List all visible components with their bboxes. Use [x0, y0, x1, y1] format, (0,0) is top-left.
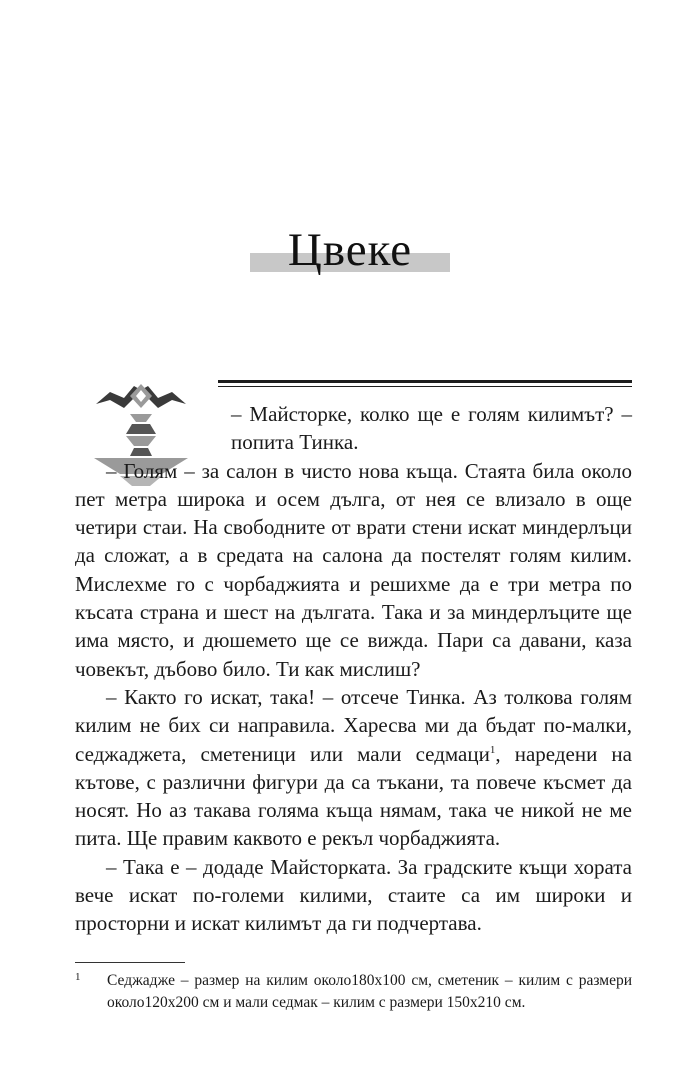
footnote-mark: 1: [75, 971, 81, 983]
footnote: [75, 966, 632, 1014]
paragraph-part: , наредени на кътове, с различни фигури да са тъкани, та повече късмет да носят. Но аз такава голяма къща нямам, така че никой не ме пита. Ще правим каквото е рекъл чорбаджията.: [75, 741, 632, 851]
double-rule-thin: [218, 386, 632, 387]
paragraph-part: – Както го искат, така! – отсече Тинка. Аз толкова голям килим не бих си направила. Харесва ми да бъдат по-малки, седжаджета, сметеници или мали седмаци: [75, 684, 632, 766]
paragraph: – Голям – за салон в чисто нова къща. Стаята била около пет метра широка и осем дълга, от нея се влизало в още четири стаи. На свободните от врати стени искат миндерлъци да сложат, а в средата на салона да постелят голям килим. Мислехме го с чорбаджията и решихме да е три метра по късата страна и шест на дългата. Така и за миндерлъците ще има място, и дюшемето ще се вижда. Пари са давани, каза човекът, дъбово било. Ти как мислиш?: [75, 458, 632, 681]
footnote-divider: [75, 962, 185, 963]
footnote-text: Седжадже – размер на килим около180х100 см, сметеник – килим с размери около120х200 см и мали седмак – килим с размери 150х210 см.: [107, 972, 632, 1011]
body-text: [75, 400, 632, 938]
footnote-reference[interactable]: 1: [489, 743, 496, 756]
paragraph: – Майсторке, колко ще е голям килимът? – попита Тинка.: [231, 402, 632, 455]
paragraph: [75, 683, 632, 853]
chapter-title: Цвеке: [287, 224, 413, 276]
double-rule-thick: [218, 380, 632, 383]
paragraph: – Така е – додаде Майсторката. За градските къщи хората вече искат по-големи килими, стаите са им широки и просторни и искат килимът да ги подчертава.: [75, 854, 632, 936]
